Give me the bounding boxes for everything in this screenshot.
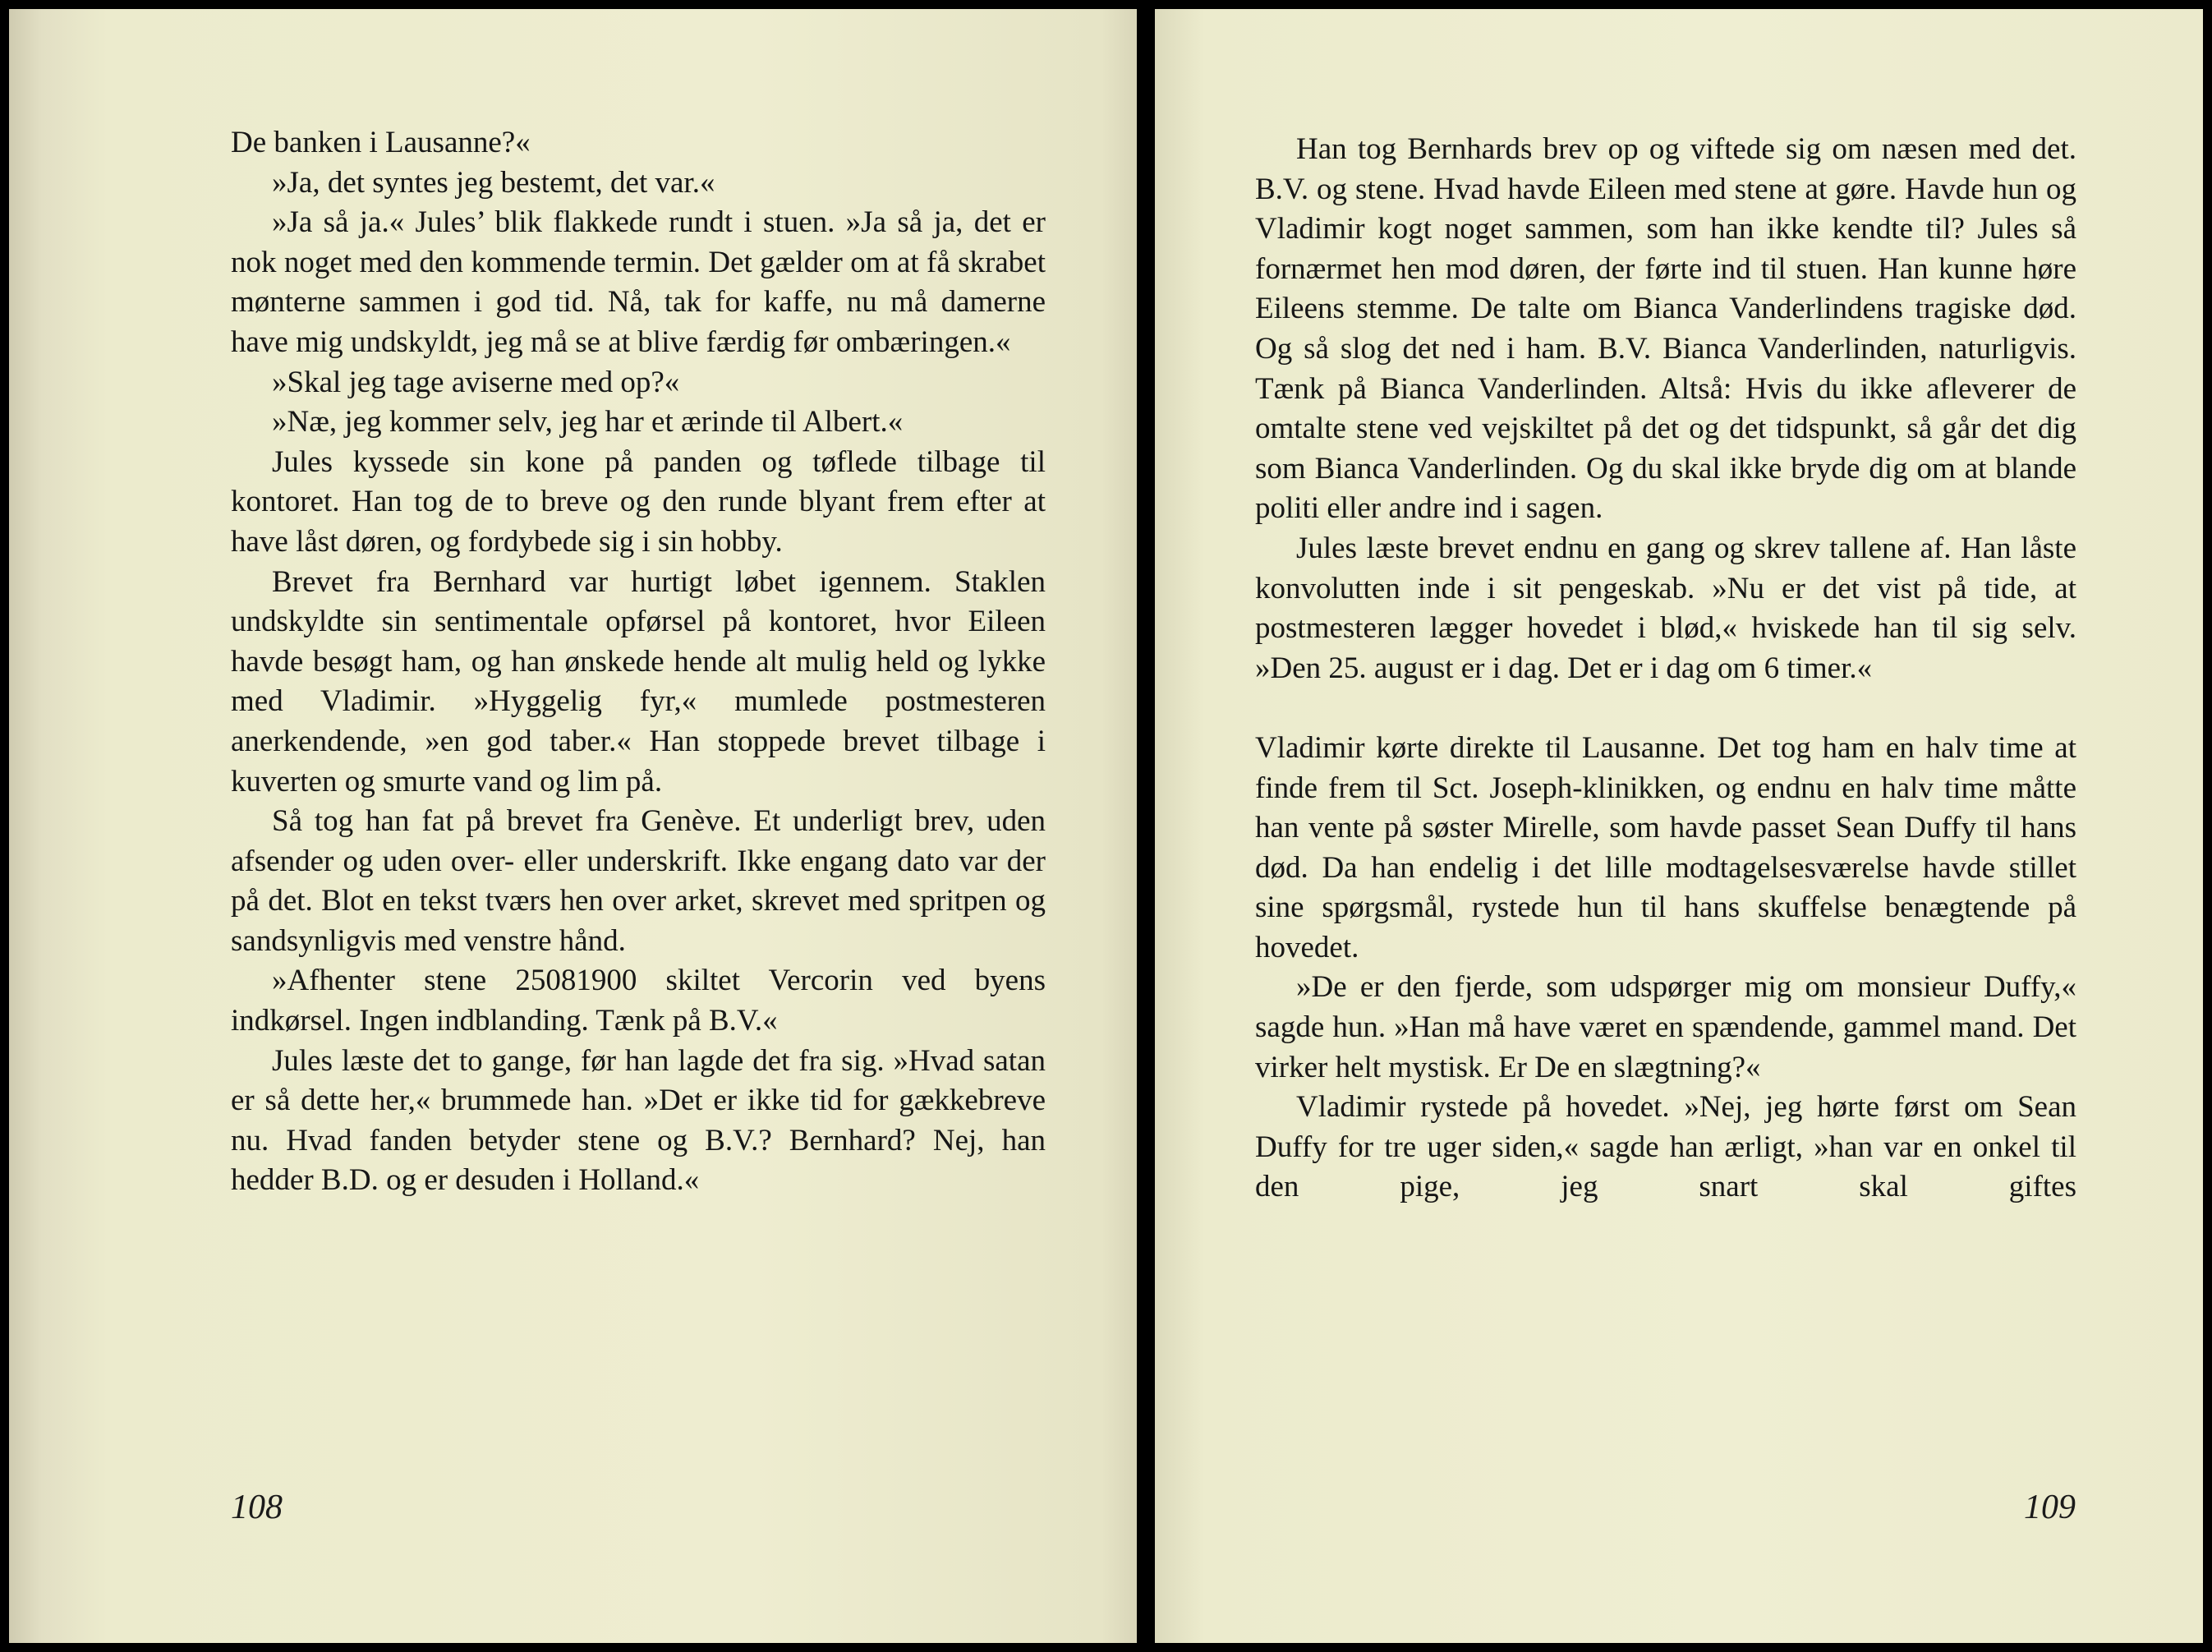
paragraph: »Ja, det syntes jeg bestemt, det var.« — [272, 165, 715, 200]
paragraph: »Afhenter stene 25081900 skiltet Vercorin ved byens indkørsel. Ingen indblanding. Tænk på B.V.« — [231, 964, 1046, 1038]
paragraph: »Ja så ja.« Jules’ blik flakkede rundt i stuen. »Ja så ja, det er nok noget med den kommende termin. Det gælder om at få skrabet mønterne sammen i god tid. Nå, tak for kaffe, nu må damerne have mig undskyldt, jeg må se at blive færdig før ombæringen.« — [231, 205, 1046, 359]
left-page-text — [231, 123, 1046, 1201]
paragraph: Jules læste det to gange, før han lagde det fra sig. »Hvad satan er så dette her,« brummede han. »Det er ikke tid for gækkebreve nu. Hvad fanden betyder stene og B.V.? Bernhard? Nej, han hedder B.D. og er desuden i Holland.« — [231, 1043, 1046, 1198]
left-page — [9, 9, 1137, 1643]
page-number: 109 — [2024, 1489, 2076, 1526]
right-page-text — [1255, 130, 2076, 1208]
paragraph: Jules kyssede sin kone på panden og tøflede tilbage til kontoret. Han tog de to breve og den runde blyant frem efter at have låst døren, og fordybede sig i sin hobby. — [231, 444, 1046, 559]
paragraph: »Næ, jeg kommer selv, jeg har et ærinde til Albert.« — [272, 405, 904, 439]
paragraph: Han tog Bernhards brev op og viftede sig om næsen med det. B.V. og stene. Hvad havde Eileen med stene at gøre. Havde hun og Vladimir kogt noget sammen, som han ikke kendte til? Jules så fornærmet hen mod døren, der førte ind til stuen. Han kunne høre Eileens stemme. De talte om Bianca Vanderlindens tragiske død. Og så slog det ned i ham. B.V. Bianca Vanderlinden, naturligvis. Tænk på Bianca Vanderlinden. Altså: Hvis du ikke afleverer de omtalte stene ved vejskiltet på det og det tidspunkt, så går det dig som Bianca Vanderlinden. Og du skal ikke bryde dig om at blande politi eller andre ind i sagen. — [1255, 132, 2076, 526]
section-break — [1255, 688, 2076, 729]
paragraph: »De er den fjerde, som udspørger mig om monsieur Duffy,« sagde hun. »Han må have været en spændende, gammel mand. Det virker helt mystisk. Er De en slægtning?« — [1255, 970, 2076, 1084]
paragraph: Jules læste brevet endnu en gang og skrev tallene af. Han låste konvolutten inde i sit pengeskab. »Nu er det vist på tide, at postmesteren lægger hovedet i blød,« hviskede han til sig selv. »Den 25. august er i dag. Det er i dag om 6 timer.« — [1255, 531, 2076, 685]
paragraph: De banken i Lausanne?« — [231, 126, 531, 159]
paragraph: Vladimir rystede på hovedet. »Nej, jeg hørte først om Sean Duffy for tre uger siden,« sagde han ærligt, »han var en onkel til den pige, jeg snart skal giftes — [1255, 1090, 2076, 1204]
paragraph: Så tog han fat på brevet fra Genève. Et underligt brev, uden afsender og uden over- eller underskrift. Ikke engang dato var der på det. Blot en tekst tværs hen over arket, skrevet med spritpen og sandsynligvis med venstre hånd. — [231, 804, 1046, 958]
paragraph: Brevet fra Bernhard var hurtigt løbet igennem. Staklen undskyldte sin sentimentale opførsel på kontoret, hvor Eileen havde besøgt ham, og han ønskede hende alt mulig held og lykke med Vladimir. »Hyggelig fyr,« mumlede postmesteren anerkendende, »en god taber.« Han stoppede brevet tilbage i kuverten og smurte vand og lim på. — [231, 564, 1046, 798]
right-page — [1155, 9, 2203, 1643]
paragraph: »Skal jeg tage aviserne med op?« — [272, 365, 680, 399]
paragraph: Vladimir kørte direkte til Lausanne. Det tog ham en halv time at finde frem til Sct. Joseph-klinikken, og endnu en halv time måtte han vente på søster Mirelle, som havde passet Sean Duffy til hans død. Da han endelig i det lille modtagelsesværelse havde stillet sine spørgsmål, rystede hun til hans skuffelse benægtende på hovedet. — [1255, 730, 2076, 964]
page-number: 108 — [231, 1489, 283, 1526]
